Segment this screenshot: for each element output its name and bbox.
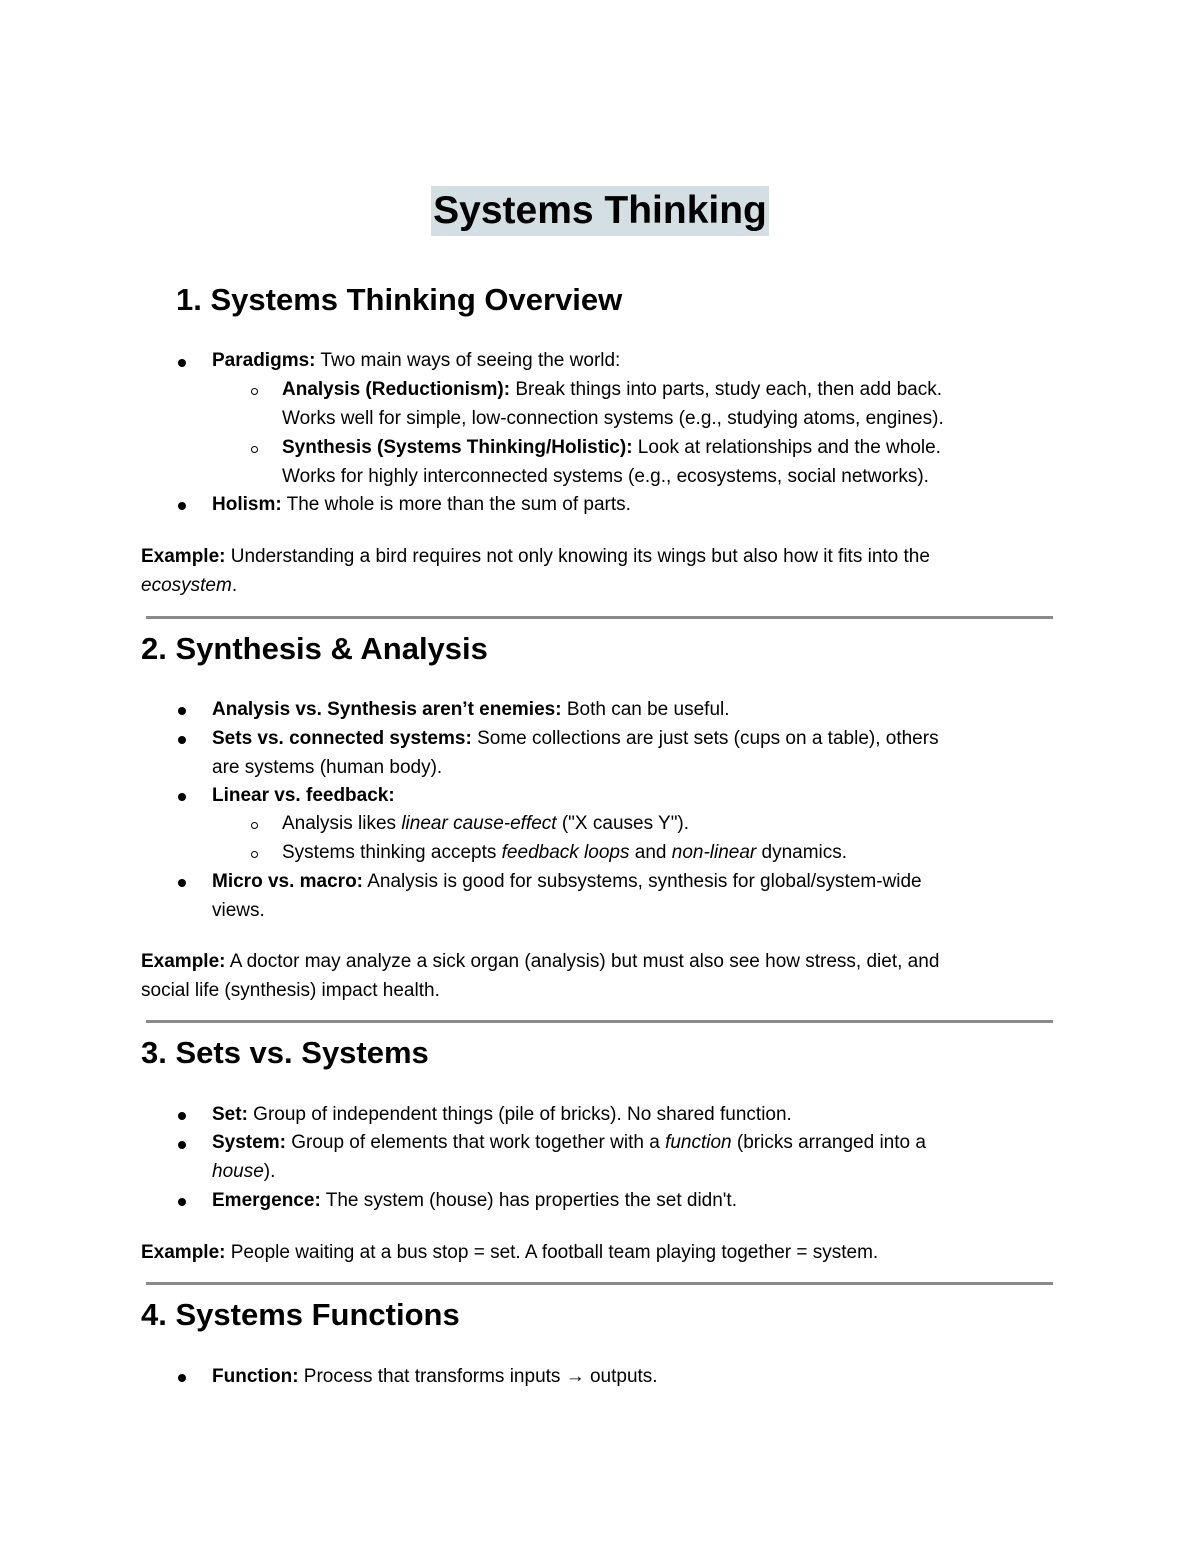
section-divider (146, 616, 1053, 619)
analysis-item-continued: Works well for simple, low-connection systems (e.g., studying atoms, engines). (282, 408, 944, 429)
bullet-icon (178, 879, 186, 887)
bullet-icon (178, 1141, 186, 1149)
bullet-icon (178, 1374, 186, 1382)
document-title (0, 186, 1200, 236)
micro-macro-item: Micro vs. macro: Analysis is good for subsystems, synthesis for global/system-wide (212, 871, 922, 892)
section-1-example: Example: Understanding a bird requires not only knowing its wings but also how it fits into the (141, 546, 930, 567)
sets-connected-item-continued: are systems (human body). (212, 757, 443, 778)
set-item: Set: Group of independent things (pile of bricks). No shared function. (212, 1104, 792, 1125)
holism-item: Holism: The whole is more than the sum of parts. (212, 494, 631, 515)
section-2-heading: 2. Synthesis & Analysis (141, 631, 488, 666)
synthesis-item: Synthesis (Systems Thinking/Holistic): Look at relationships and the whole. (282, 437, 941, 458)
section-divider (146, 1020, 1053, 1023)
bullet-icon (178, 1112, 186, 1120)
paradigms-item: Paradigms: Two main ways of seeing the world: (212, 350, 621, 371)
hollow-bullet-icon (251, 446, 258, 453)
analysis-item: Analysis (Reductionism): Break things into parts, study each, then add back. (282, 379, 943, 400)
analysis-synthesis-item: Analysis vs. Synthesis aren’t enemies: Both can be useful. (212, 699, 730, 720)
bullet-icon (178, 707, 186, 715)
section-2-example-continued: social life (synthesis) impact health. (141, 980, 440, 1001)
feedback-subitem: Systems thinking accepts feedback loops and non-linear dynamics. (282, 842, 848, 863)
hollow-bullet-icon (251, 822, 258, 829)
section-3-heading: 3. Sets vs. Systems (141, 1035, 429, 1070)
sets-connected-item: Sets vs. connected systems: Some collections are just sets (cups on a table), others (212, 728, 939, 749)
synthesis-item-continued: Works for highly interconnected systems (e.g., ecosystems, social networks). (282, 466, 929, 487)
section-4-heading: 4. Systems Functions (141, 1297, 460, 1332)
section-3-example: Example: People waiting at a bus stop = set. A football team playing together = system. (141, 1242, 879, 1263)
emergence-item: Emergence: The system (house) has properties the set didn't. (212, 1190, 737, 1211)
bullet-icon (178, 502, 186, 510)
function-item: Function: Process that transforms inputs → outputs. (212, 1366, 658, 1387)
section-1-heading: 1. Systems Thinking Overview (176, 282, 623, 317)
bullet-icon (178, 736, 186, 744)
linear-feedback-item: Linear vs. feedback: (212, 785, 395, 806)
bullet-icon (178, 359, 186, 367)
document-title-text: Systems Thinking (431, 186, 769, 236)
bullet-icon (178, 1198, 186, 1206)
micro-macro-item-continued: views. (212, 900, 265, 921)
system-item-continued: house). (212, 1161, 276, 1182)
hollow-bullet-icon (251, 388, 258, 395)
section-divider (146, 1282, 1053, 1285)
hollow-bullet-icon (251, 851, 258, 858)
linear-subitem: Analysis likes linear cause-effect ("X causes Y"). (282, 813, 690, 834)
system-item: System: Group of elements that work together with a function (bricks arranged into a (212, 1132, 926, 1153)
bullet-icon (178, 793, 186, 801)
section-1-example-continued: ecosystem. (141, 575, 238, 596)
section-2-example: Example: A doctor may analyze a sick organ (analysis) but must also see how stress, diet, and (141, 951, 940, 972)
